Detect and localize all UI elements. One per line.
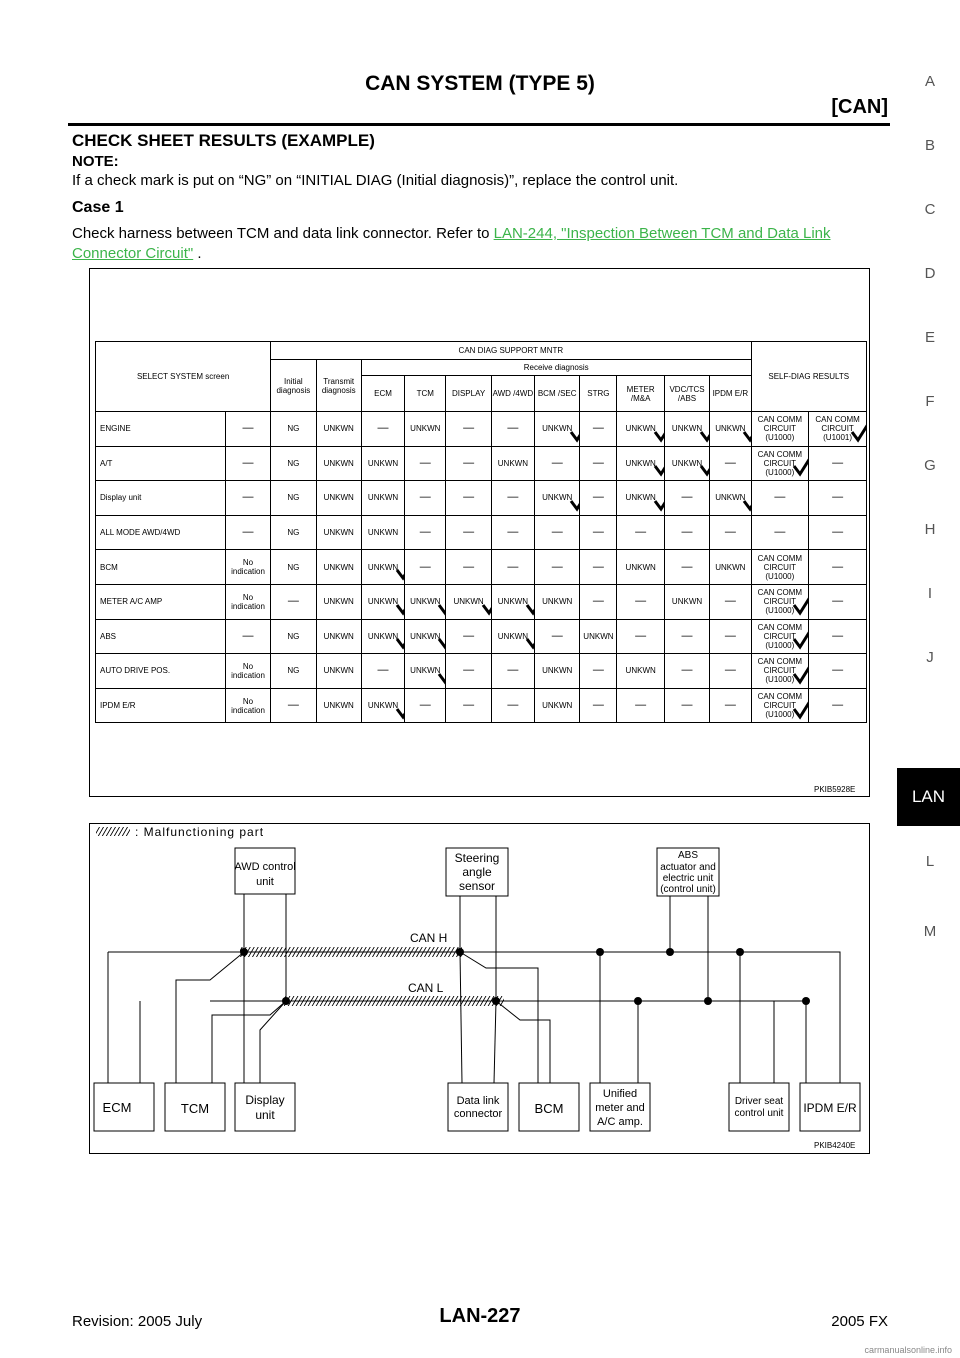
can-l-label: CAN L (408, 981, 444, 995)
side-index-i[interactable]: I (927, 585, 933, 602)
cell-text: — (377, 422, 389, 435)
column-header: ECM (361, 376, 404, 412)
side-index-g[interactable]: G (924, 457, 936, 474)
cell-text: UNKWN (453, 597, 484, 607)
cell-text: NG (287, 424, 300, 434)
footer-revision: Revision: 2005 July (72, 1313, 203, 1330)
cell-text: — (635, 699, 647, 712)
cell-text: UNKWN (367, 528, 399, 538)
cell-text: — (832, 560, 844, 573)
svg-text:unit: unit (255, 1108, 275, 1122)
cell-text: UNKWN (367, 631, 399, 641)
cell-text: — (635, 595, 647, 608)
cell-text: UNKWN (715, 424, 746, 434)
svg-text:ABS: ABS (677, 850, 699, 861)
cell-text: — (724, 456, 736, 469)
cell-text: — (592, 456, 604, 469)
side-index-d[interactable]: D (924, 265, 936, 282)
cell-text: UNKWN (367, 701, 399, 711)
cell-text: UNKWN (542, 424, 573, 434)
svg-text:unit: unit (256, 876, 274, 888)
cell-text: — (507, 560, 519, 573)
cell-text: — (463, 526, 475, 539)
svg-text:Display: Display (245, 1093, 285, 1107)
cell-text: — (419, 560, 431, 573)
svg-text:connector: connector (453, 1108, 503, 1120)
row-system-name: METER A/C AMP (96, 584, 226, 619)
note-text: If a check mark is put on “NG” on “INITIAL DIAG (Initial diagnosis)”, replace the control unit. (72, 172, 679, 189)
cell-text: — (592, 699, 604, 712)
cell-text: CAN COMM CIRCUIT (U1000) (757, 692, 803, 720)
cell-text: — (832, 526, 844, 539)
cell-text: — (681, 664, 693, 677)
cell-text: — (463, 422, 475, 435)
cell-text: — (592, 560, 604, 573)
header-self-diag: SELF-DIAG RESULTS (751, 342, 867, 412)
cell-text: UNKWN (323, 458, 354, 468)
cell-text: CAN COMM CIRCUIT (U1000) (757, 449, 803, 477)
can-l-line (210, 996, 806, 1006)
column-header: VDC/TCS /ABS (664, 376, 709, 412)
table-figure-code: PKIB5928E (814, 785, 856, 794)
cell-text: UNKWN (410, 631, 441, 641)
cell-text: UNKWN (542, 493, 573, 503)
svg-text:A/C amp.: A/C amp. (597, 1116, 643, 1128)
cell-text: — (463, 491, 475, 504)
cell-text: UNKWN (323, 701, 354, 711)
cell-text: UNKWN (497, 631, 528, 641)
cell-text: UNKWN (671, 424, 703, 434)
bcm-unit (519, 1083, 579, 1131)
svg-text:Steering: Steering (454, 851, 500, 865)
svg-text:Driver seat: Driver seat (734, 1096, 784, 1107)
column-header: TCM (405, 376, 446, 412)
cell-text: UNKWN (625, 666, 656, 676)
cell-text: — (242, 526, 254, 539)
cell-text: — (242, 629, 254, 642)
cell-text: — (463, 456, 475, 469)
cell-text: CAN COMM CIRCUIT (U1000) (757, 553, 803, 581)
cell-text: — (419, 699, 431, 712)
cell-text: NG (287, 631, 300, 641)
diagram-figure-code: PKIB4240E (814, 1141, 856, 1150)
data-link-connector (448, 1083, 508, 1131)
header-initial: Initial diagnosis (271, 360, 316, 412)
cell-text: — (463, 629, 475, 642)
page-header-tag: [CAN] (831, 96, 888, 118)
unified-meter-unit (590, 1083, 650, 1131)
row-system-name: A/T (96, 446, 226, 481)
cell-text: UNKWN (410, 597, 441, 607)
cell-text: — (681, 526, 693, 539)
svg-text:meter and: meter and (595, 1102, 645, 1114)
cell-text: — (287, 699, 299, 712)
ipdm-er-unit (800, 1083, 860, 1131)
column-header: STRG (580, 376, 617, 412)
cell-text: — (377, 664, 389, 677)
cell-text: — (242, 456, 254, 469)
cell-text: — (592, 491, 604, 504)
svg-text:ECM: ECM (102, 1100, 132, 1115)
column-header: DISPLAY (446, 376, 491, 412)
column-header: IPDM E/R (710, 376, 751, 412)
cell-text: — (724, 629, 736, 642)
cell-text: — (681, 699, 693, 712)
cell-text: UNKWN (367, 493, 399, 503)
cell-text: NG (287, 562, 300, 572)
cell-text: — (592, 526, 604, 539)
cell-text: — (832, 664, 844, 677)
cell-text: UNKWN (671, 597, 703, 607)
svg-text:IPDM E/R: IPDM E/R (803, 1101, 857, 1115)
cell-text: — (832, 491, 844, 504)
cell-text: — (507, 699, 519, 712)
watermark: carmanualsonline.info (864, 1345, 952, 1355)
side-index-l[interactable]: L (925, 853, 935, 870)
cell-text: — (592, 422, 604, 435)
cell-text: — (463, 664, 475, 677)
case-text-after: . (193, 245, 202, 262)
row-system-name: AUTO DRIVE POS. (96, 654, 226, 689)
cell-text: — (287, 595, 299, 608)
cell-text: — (242, 491, 254, 504)
steering-angle-sensor (446, 848, 508, 896)
page-header-title: CAN SYSTEM (TYPE 5) (365, 72, 595, 95)
side-index-a[interactable]: A (924, 73, 935, 90)
cell-text: UNKWN (583, 631, 614, 641)
cell-text: UNKWN (715, 493, 746, 503)
can-h-line (108, 947, 740, 957)
cell-text: CAN COMM CIRCUIT (U1000) (757, 622, 803, 650)
cell-text: — (507, 664, 519, 677)
awd-control-unit (234, 848, 295, 894)
cell-text: — (681, 560, 693, 573)
ecm-unit (94, 1083, 154, 1131)
side-index-j[interactable]: J (926, 649, 934, 666)
side-index-m[interactable]: M (923, 923, 937, 940)
cell-text: UNKWN (542, 666, 573, 676)
cell-text: — (724, 699, 736, 712)
side-index-b[interactable]: B (924, 137, 935, 154)
cell-text: — (724, 595, 736, 608)
cell-text: — (681, 629, 693, 642)
cell-text: UNKWN (625, 424, 656, 434)
case-title: Case 1 (72, 199, 124, 216)
row-system-name: BCM (96, 550, 226, 585)
cell-text: — (832, 699, 844, 712)
header-can-diag: CAN DIAG SUPPORT MNTR (271, 342, 751, 360)
cell-text: UNKWN (323, 597, 354, 607)
cell-text: — (724, 664, 736, 677)
cell-text: UNKWN (497, 597, 528, 607)
cell-text: NG (287, 528, 300, 538)
cell-text: UNKWN (323, 666, 354, 676)
cell-text: — (724, 526, 736, 539)
svg-text:control unit: control unit (734, 1108, 784, 1119)
tcm-unit (165, 1083, 225, 1131)
svg-text:AWD control: AWD control (234, 861, 296, 873)
cell-text: — (635, 526, 647, 539)
cell-text: — (551, 526, 563, 539)
section-title: CHECK SHEET RESULTS (EXAMPLE) (72, 131, 375, 150)
cell-text: — (832, 595, 844, 608)
cell-text: — (463, 699, 475, 712)
cell-text: NG (287, 458, 300, 468)
cell-text: UNKWN (715, 562, 746, 572)
cell-text: UNKWN (367, 458, 399, 468)
cell-text: CAN COMM CIRCUIT (U1000) (757, 657, 803, 685)
cell-text: CAN COMM CIRCUIT (U1000) (757, 588, 803, 616)
cell-text: CAN COMM CIRCUIT (U1000) (757, 415, 803, 443)
row-system-name: ALL MODE AWD/4WD (96, 515, 226, 550)
cell-text: No indication (231, 661, 265, 680)
cell-text: — (832, 629, 844, 642)
driver-seat-control-unit (729, 1083, 789, 1131)
cell-text: UNKWN (410, 666, 441, 676)
row-system-name: ABS (96, 619, 226, 654)
row-system-name: Display unit (96, 481, 226, 516)
cell-text: UNKWN (542, 701, 573, 711)
column-header: BCM /SEC (535, 376, 580, 412)
cell-text: No indication (231, 592, 265, 611)
cell-text: NG (287, 493, 300, 503)
svg-text:electric unit: electric unit (662, 873, 714, 884)
abs-actuator-unit (657, 848, 719, 896)
footer-page-number: LAN-227 (439, 1305, 521, 1327)
cell-text: — (463, 560, 475, 573)
cell-text: UNKWN (323, 493, 354, 503)
cell-text: UNKWN (410, 424, 441, 434)
cell-text: No indication (231, 558, 265, 577)
side-index-e[interactable]: E (924, 329, 935, 346)
cell-text: UNKWN (671, 458, 703, 468)
svg-text:(control unit): (control unit) (660, 884, 716, 895)
cell-text: — (419, 456, 431, 469)
cell-text: — (592, 595, 604, 608)
cell-text: — (507, 526, 519, 539)
side-index-h[interactable]: H (924, 521, 936, 538)
column-header: METER /M&A (617, 376, 664, 412)
cell-text: UNKWN (625, 562, 656, 572)
svg-text:Unified: Unified (602, 1088, 638, 1100)
legend-text: : Malfunctioning part (135, 825, 265, 839)
display-unit (235, 1083, 295, 1131)
cell-text: — (774, 526, 786, 539)
cell-text: — (832, 456, 844, 469)
cell-text: — (551, 560, 563, 573)
footer-model: 2005 FX (831, 1313, 888, 1330)
cell-text: UNKWN (625, 493, 656, 503)
row-system-name: ENGINE (96, 412, 226, 447)
cell-text: UNKWN (367, 597, 399, 607)
cell-text: — (551, 456, 563, 469)
header-select-system: SELECT SYSTEM screen (96, 342, 271, 412)
cell-text: UNKWN (323, 631, 354, 641)
cell-text: UNKWN (497, 458, 528, 468)
cell-text: UNKWN (323, 528, 354, 538)
cell-text: — (419, 526, 431, 539)
side-index-f[interactable]: F (925, 393, 935, 410)
svg-text:sensor: sensor (458, 879, 496, 893)
can-h-label: CAN H (410, 931, 448, 945)
svg-text:TCM: TCM (180, 1101, 210, 1116)
note-label: NOTE: (72, 153, 119, 170)
cell-text: — (592, 664, 604, 677)
cell-text: — (507, 491, 519, 504)
cell-text: — (242, 422, 254, 435)
column-header: AWD /4WD (491, 376, 534, 412)
side-index-c[interactable]: C (924, 201, 936, 218)
cell-text: — (419, 491, 431, 504)
cell-text: — (681, 491, 693, 504)
svg-text:actuator and: actuator and (660, 862, 716, 873)
header-transmit: Transmit diagnosis (316, 360, 361, 412)
cell-text: CAN COMM CIRCUIT (U1001) (815, 415, 860, 443)
cell-text: NG (287, 666, 300, 676)
cell-text: UNKWN (542, 597, 573, 607)
cell-text: No indication (231, 696, 265, 715)
svg-text:Data link: Data link (456, 1095, 500, 1107)
side-index-lan[interactable]: LAN (897, 768, 960, 826)
cell-text: UNKWN (323, 562, 354, 572)
cell-text: UNKWN (367, 562, 399, 572)
row-system-name: IPDM E/R (96, 688, 226, 723)
svg-text:BCM: BCM (534, 1101, 564, 1116)
cell-text: — (774, 491, 786, 504)
svg-text:angle: angle (462, 865, 492, 879)
cell-text: UNKWN (323, 424, 354, 434)
case-link[interactable]: LAN-244, "Inspection Between TCM and Data Link Connector Circuit" (72, 225, 831, 262)
legend-hatch-swatch (96, 827, 130, 836)
cell-text: — (507, 422, 519, 435)
case-text-body: Check harness between TCM and data link connector. Refer to (72, 225, 494, 242)
cell-text: — (551, 629, 563, 642)
header-receive: Receive diagnosis (361, 360, 751, 376)
cell-text: UNKWN (625, 458, 656, 468)
cell-text: — (635, 629, 647, 642)
